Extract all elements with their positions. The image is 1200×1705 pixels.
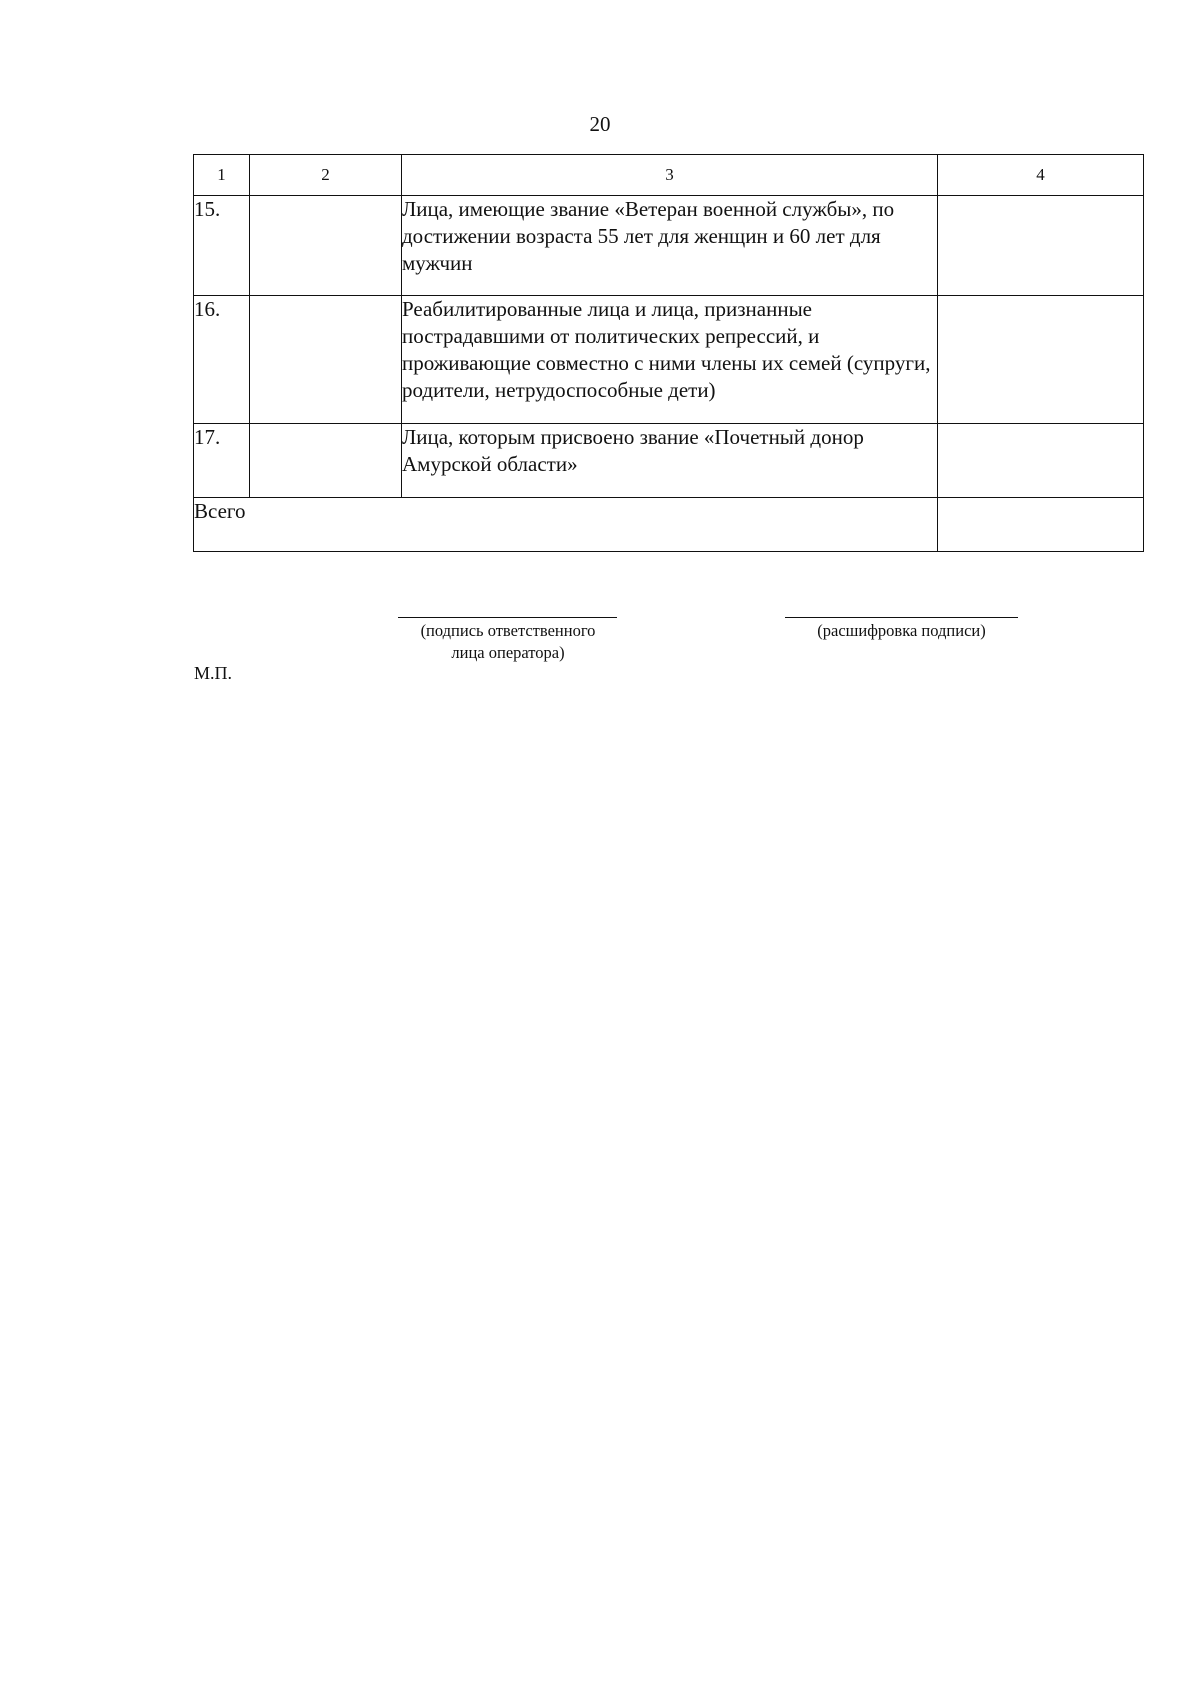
row-description: Лица, которым присвоено звание «Почетный донор Амурской области» (402, 424, 938, 498)
row-description: Лица, имеющие звание «Ветеран военной службы», по достижении возраста 55 лет для женщин и 60 лет для мужчин (402, 196, 938, 296)
header-cell-4: 4 (938, 155, 1144, 196)
row-description: Реабилитированные лица и лица, признанные пострадавшими от политических репрессий, и проживающие совместно с ними члены их семей (супруги, родители, нетрудоспособные дети) (402, 296, 938, 424)
row-col4-cell (938, 296, 1144, 424)
total-value-cell (938, 498, 1144, 552)
row-col2-cell (250, 196, 402, 296)
table-header-row (194, 155, 1144, 196)
row-col4-cell (938, 424, 1144, 498)
signature-decoding-caption: (расшифровка подписи) (817, 621, 986, 640)
signature-line (398, 617, 617, 618)
table-row (194, 296, 1144, 424)
page-number: 20 (589, 112, 611, 136)
header-cell-1: 1 (194, 155, 250, 196)
row-col2-cell (250, 424, 402, 498)
row-number: 17. (194, 424, 250, 498)
row-number: 15. (194, 196, 250, 296)
table-row (194, 196, 1144, 296)
signature-decoding-line (785, 617, 1018, 618)
stamp-label: М.П. (194, 663, 233, 683)
signature-caption (368, 620, 648, 664)
total-row (194, 498, 1144, 552)
header-cell-2: 2 (250, 155, 402, 196)
signature-caption-line2: лица оператора) (451, 643, 565, 662)
row-col4-cell (938, 196, 1144, 296)
total-label: Всего (194, 498, 938, 552)
report-table (193, 154, 1144, 552)
row-col2-cell (250, 296, 402, 424)
row-number: 16. (194, 296, 250, 424)
header-cell-3: 3 (402, 155, 938, 196)
table-row (194, 424, 1144, 498)
signature-caption-line1: (подпись ответственного (420, 621, 596, 640)
